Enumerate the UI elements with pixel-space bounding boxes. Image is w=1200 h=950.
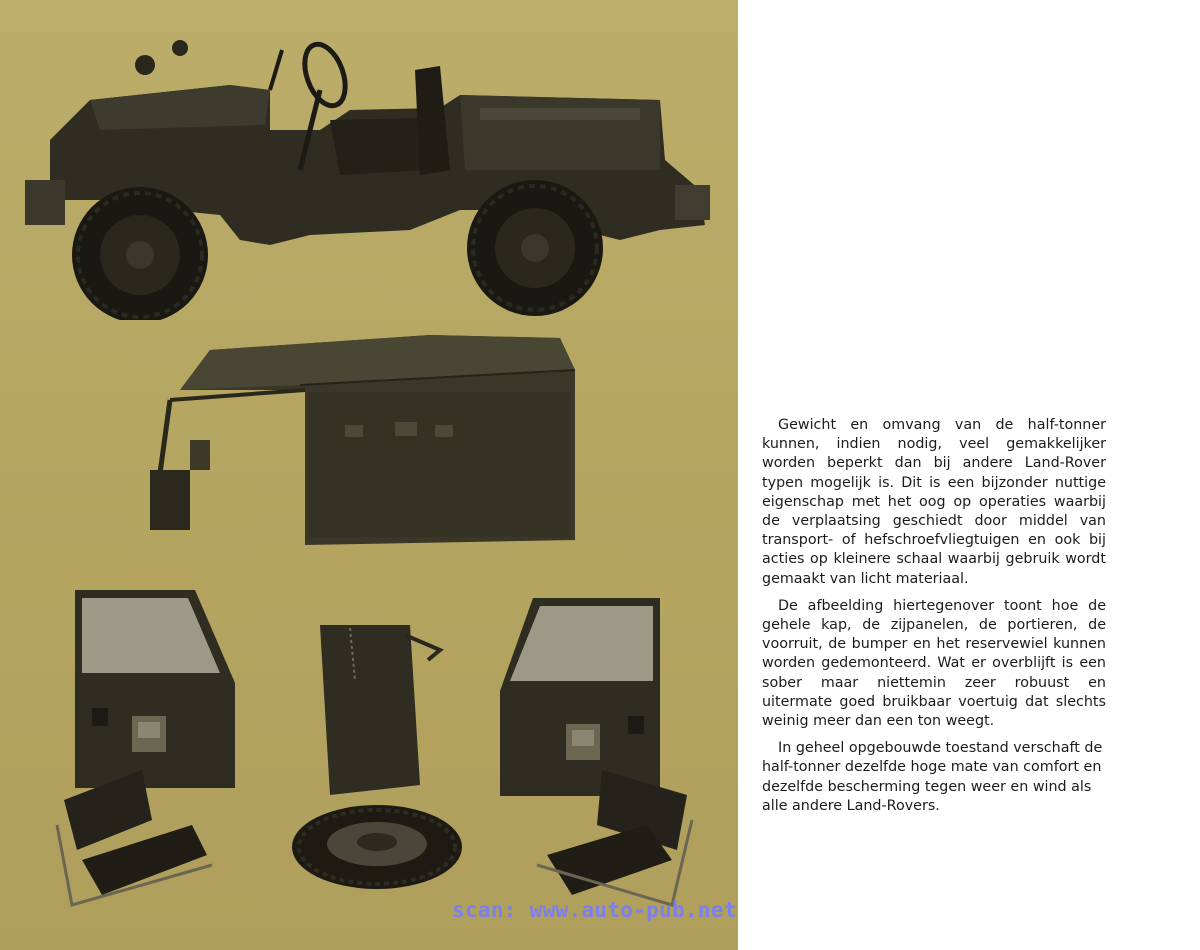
spare-wheel-photo: [290, 800, 465, 895]
canvas-hood-photo: [130, 330, 600, 560]
paragraph-3: In geheel opgebouwde toestand verschaft de half-tonner dezelfde hoge mate van comfort en dezelfde bescherming tegen weer en wind als alle andere Land-Rovers.: [762, 740, 1103, 814]
right-seat-photo: [532, 765, 702, 910]
paragraph-1: Gewicht en omvang van de half-tonner kunnen, indien nodig, veel gemakkelijker worden beperkt dan bij andere Land-Rover typen mogelijk is. Dit is een bijzonder nuttige eigenschap met het oog op operaties waarbij de verplaatsing geschiedt door middel van transport- of hefschroefvliegtuigen en ook bij acties op kleinere schaal waarbij gebruik wordt gemaakt van licht materiaal.: [762, 417, 1106, 587]
stripped-vehicle-photo: [20, 30, 720, 320]
left-door-photo: [70, 588, 255, 793]
body-text: [762, 416, 1106, 824]
scan-watermark: scan: www.auto-pub.net: [452, 898, 737, 922]
left-seat-photo: [52, 765, 217, 910]
side-panel-photo: [310, 620, 450, 800]
paragraph-2: De afbeelding hiertegenover toont hoe de gehele kap, de zijpanelen, de portieren, de voorruit, de bumper en het reservewiel kunnen worden gedemonteerd. Wat er overblijft is een sober maar niettemin zeer robuust en uitermate goed bruikbaar voertuig dat slechts weinig meer dan een ton weegt.: [762, 597, 1106, 730]
